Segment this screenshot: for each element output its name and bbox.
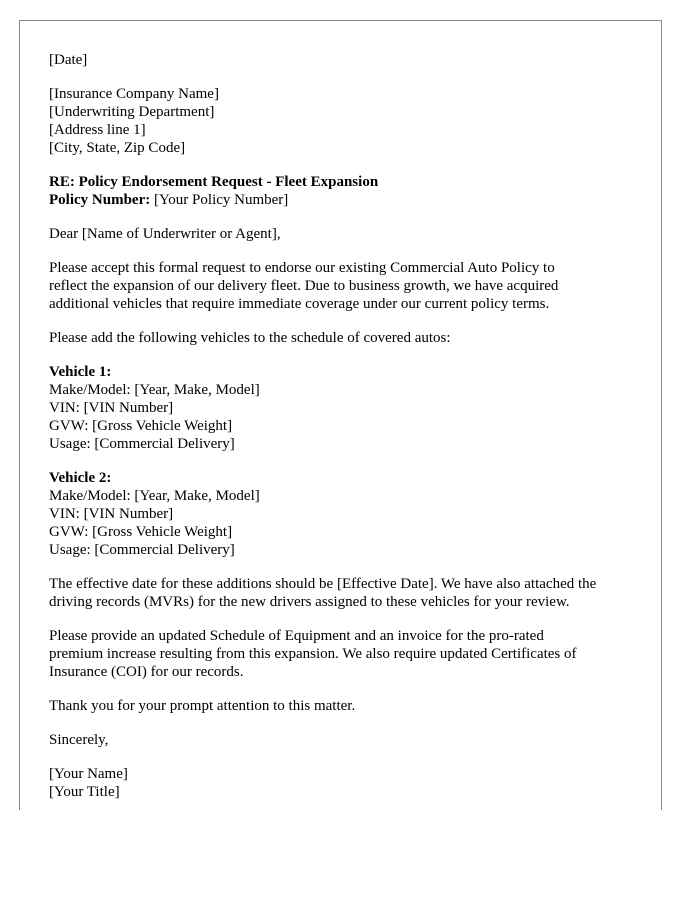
- intro-paragraph: [49, 259, 649, 313]
- signature-title: [Your Title]: [49, 784, 120, 800]
- closing-paragraph: [49, 731, 649, 749]
- date-block: [49, 51, 649, 69]
- vehicle-vin: VIN: [VIN Number]: [49, 400, 174, 416]
- recipient-department: [Underwriting Department]: [49, 104, 215, 120]
- request-line: Insurance (COI) for our records.: [49, 664, 244, 680]
- subject-block: [49, 173, 649, 209]
- vehicle-make-model: Make/Model: [Year, Make, Model]: [49, 488, 260, 504]
- request-line: Please provide an updated Schedule of Equipment and an invoice for the pro-rated: [49, 628, 544, 644]
- policy-number-line: [49, 191, 649, 209]
- signature-name: [Your Name]: [49, 766, 128, 782]
- letter-body: [49, 51, 649, 810]
- closing-line: Sincerely,: [49, 732, 109, 748]
- recipient-city-state-zip: [City, State, Zip Code]: [49, 140, 186, 156]
- effective-line: The effective date for these additions should be [Effective Date]. We have also attached the: [49, 576, 597, 592]
- salutation: Dear [Name of Underwriter or Agent],: [49, 226, 281, 242]
- policy-number-label: Policy Number:: [49, 192, 151, 208]
- thanks-line: Thank you for your prompt attention to this matter.: [49, 698, 356, 714]
- vehicle-make-model: Make/Model: [Year, Make, Model]: [49, 382, 260, 398]
- vehicle-heading: Vehicle 2:: [49, 470, 112, 486]
- subject-line: RE: Policy Endorsement Request - Fleet Expansion: [49, 174, 379, 190]
- intro-line: reflect the expansion of our delivery fleet. Due to business growth, we have acquired: [49, 278, 559, 294]
- recipient-company: [Insurance Company Name]: [49, 86, 219, 102]
- vehicles-intro: Please add the following vehicles to the schedule of covered autos:: [49, 330, 451, 346]
- recipient-address-line: [Address line 1]: [49, 122, 146, 138]
- vehicle-gvw: GVW: [Gross Vehicle Weight]: [49, 524, 233, 540]
- effective-date-paragraph: [49, 575, 649, 611]
- vehicle-1-block: [49, 363, 649, 453]
- recipient-address: [49, 85, 649, 157]
- vehicle-vin: VIN: [VIN Number]: [49, 506, 174, 522]
- vehicle-heading: Vehicle 1:: [49, 364, 112, 380]
- intro-line: Please accept this formal request to endorse our existing Commercial Auto Policy to: [49, 260, 555, 276]
- vehicle-usage: Usage: [Commercial Delivery]: [49, 542, 235, 558]
- vehicle-usage: Usage: [Commercial Delivery]: [49, 436, 235, 452]
- letter-page: [19, 20, 662, 810]
- vehicle-gvw: GVW: [Gross Vehicle Weight]: [49, 418, 233, 434]
- request-paragraph: [49, 627, 649, 681]
- intro-line: additional vehicles that require immediate coverage under our current policy terms.: [49, 296, 550, 312]
- signature-block: [49, 765, 649, 801]
- thanks-paragraph: [49, 697, 649, 715]
- policy-number-value: [Your Policy Number]: [153, 192, 289, 208]
- request-line: premium increase resulting from this expansion. We also require updated Certificates of: [49, 646, 577, 662]
- vehicles-intro-paragraph: [49, 329, 649, 347]
- salutation-block: [49, 225, 649, 243]
- letter-date: [Date]: [49, 52, 88, 68]
- vehicle-2-block: [49, 469, 649, 559]
- effective-line: driving records (MVRs) for the new drivers assigned to these vehicles for your review.: [49, 594, 570, 610]
